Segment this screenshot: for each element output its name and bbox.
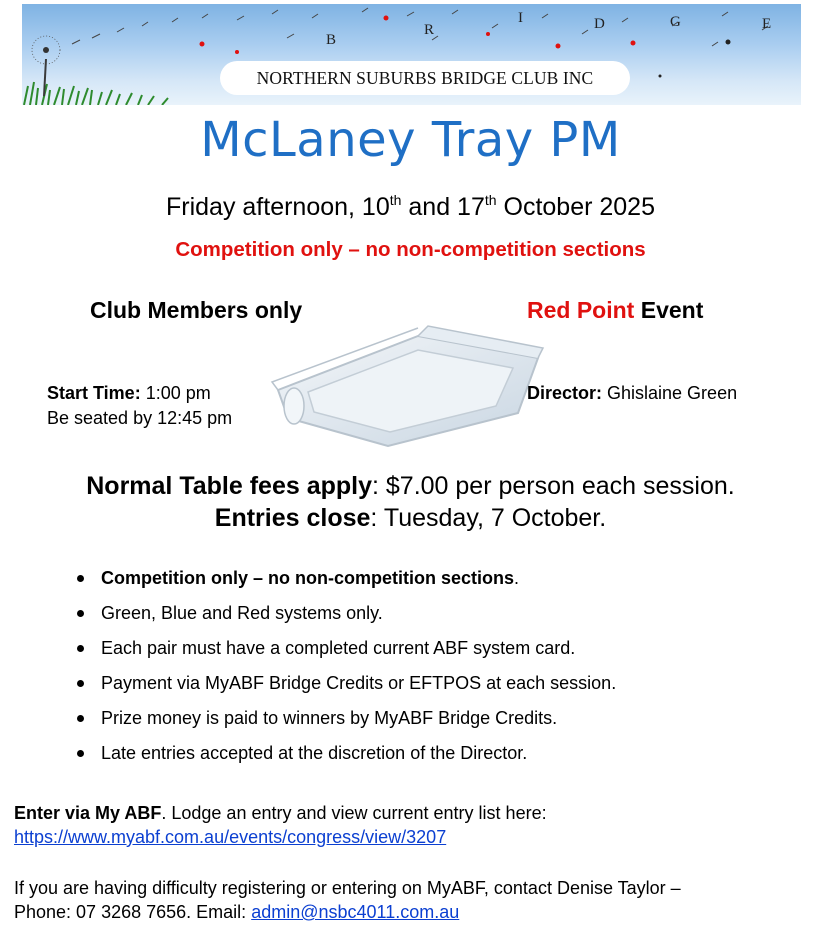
entries-close-value: : Tuesday, 7 October. bbox=[370, 504, 607, 532]
entries-close-label: Entries close bbox=[214, 504, 371, 532]
bullet-dot-icon bbox=[77, 645, 84, 652]
club-name: NORTHERN SUBURBS BRIDGE CLUB INC bbox=[220, 61, 630, 95]
email-link[interactable]: admin@nsbc4011.com.au bbox=[251, 902, 460, 922]
contact-phone-text: Phone: 07 3268 7656. Email: bbox=[14, 902, 252, 922]
bullet-dot-icon bbox=[77, 715, 84, 722]
start-time-value: 1:00 pm bbox=[140, 383, 211, 403]
date-suffix: th bbox=[484, 192, 497, 208]
banner-letter: E bbox=[762, 16, 772, 32]
date-suffix: th bbox=[389, 192, 402, 208]
fees-label: Normal Table fees apply bbox=[86, 472, 372, 500]
red-point-text: Red Point bbox=[527, 297, 635, 323]
date-text: and 17 bbox=[401, 193, 485, 221]
entry-instructions bbox=[14, 801, 814, 849]
banner-letter: G bbox=[670, 14, 681, 30]
list-item-text: Prize money is paid to winners by MyABF Bridge Credits. bbox=[101, 708, 558, 728]
bullet-dot-icon bbox=[77, 610, 84, 617]
start-time bbox=[47, 381, 232, 431]
start-time-label: Start Time: bbox=[47, 383, 141, 403]
conditions-list bbox=[101, 566, 616, 776]
date-text: Friday afternoon, 10 bbox=[166, 193, 390, 221]
list-item-text: Each pair must have a completed current ABF system card. bbox=[101, 638, 576, 658]
competition-note: Competition only – no non-competition sections bbox=[175, 238, 646, 261]
list-item-bold: Competition only – no non-competition sections bbox=[101, 568, 514, 588]
list-item-text: Green, Blue and Red systems only. bbox=[101, 603, 383, 623]
entry-link[interactable]: https://www.myabf.com.au/events/congress/view/3207 bbox=[14, 827, 447, 847]
eligibility-label: Club Members only bbox=[90, 297, 303, 323]
seated-time: Be seated by 12:45 pm bbox=[47, 408, 233, 428]
red-point-label bbox=[527, 297, 703, 324]
fees-section bbox=[0, 470, 821, 534]
director bbox=[527, 381, 737, 406]
bullet-dot-icon bbox=[77, 680, 84, 687]
contact-info bbox=[14, 876, 819, 924]
enter-label: Enter via My ABF bbox=[14, 803, 162, 823]
date-text: October 2025 bbox=[496, 193, 655, 221]
list-item bbox=[101, 741, 616, 776]
list-item bbox=[101, 566, 616, 601]
bullet-dot-icon bbox=[77, 575, 84, 582]
header-banner bbox=[22, 4, 801, 105]
bullet-dot-icon bbox=[77, 750, 84, 757]
director-name: Ghislaine Green bbox=[602, 383, 738, 403]
banner-letter: R bbox=[424, 22, 435, 38]
event-text: Event bbox=[634, 297, 704, 323]
banner-letter: D bbox=[594, 16, 605, 32]
list-item bbox=[101, 671, 616, 706]
list-item bbox=[101, 601, 616, 636]
director-label: Director: bbox=[527, 383, 603, 403]
tray-icon bbox=[268, 318, 548, 448]
page-title: McLaney Tray PM bbox=[200, 112, 621, 168]
list-item bbox=[101, 706, 616, 741]
banner-letter: B bbox=[326, 32, 337, 48]
list-item-text: Payment via MyABF Bridge Credits or EFTPOS at each session. bbox=[101, 673, 617, 693]
list-item-text: Late entries accepted at the discretion of the Director. bbox=[101, 743, 528, 763]
list-item bbox=[101, 636, 616, 671]
fees-value: : $7.00 per person each session. bbox=[372, 472, 735, 500]
enter-text: . Lodge an entry and view current entry list here: bbox=[161, 803, 547, 823]
list-item-text: . bbox=[514, 568, 520, 588]
banner-letter: I bbox=[518, 10, 523, 26]
contact-text: If you are having difficulty registering or entering on MyABF, contact Denise Taylor – bbox=[14, 878, 681, 898]
event-dates bbox=[0, 193, 821, 222]
